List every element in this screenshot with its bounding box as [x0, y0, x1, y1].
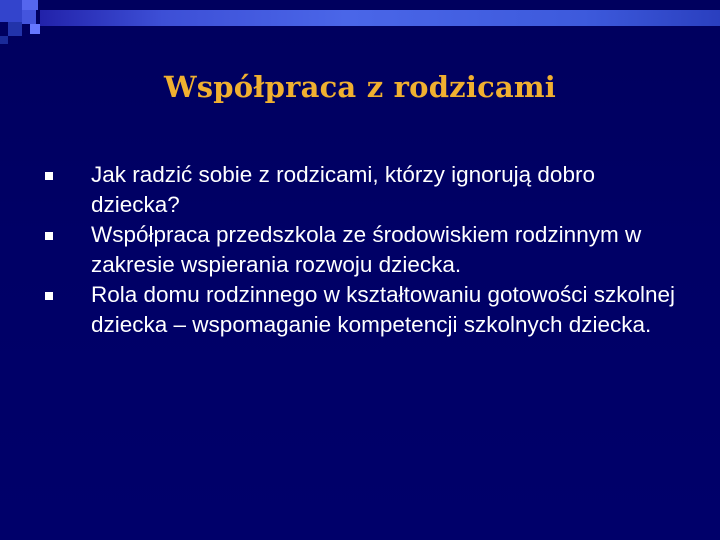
bullet-list — [0, 160, 720, 340]
slide-title: Współpraca z rodzicami — [163, 70, 557, 104]
square-bullet-icon — [45, 172, 53, 180]
bullet-item — [0, 280, 720, 340]
bullet-item — [0, 160, 720, 220]
header-band — [40, 10, 720, 26]
decorative-square — [30, 24, 40, 34]
square-bullet-icon — [45, 292, 53, 300]
decorative-square — [8, 22, 22, 36]
bullet-text: Współpraca przedszkola ze środowiskiem rodzinnym w zakresie wspierania rozwoju dziecka. — [91, 222, 642, 277]
decorative-square — [22, 0, 38, 10]
bullet-text: Jak radzić sobie z rodzicami, którzy ignorują dobro dziecka? — [91, 162, 595, 217]
decorative-square — [0, 36, 8, 44]
decorative-square — [22, 10, 36, 24]
square-bullet-icon — [45, 232, 53, 240]
bullet-item — [0, 220, 720, 280]
decorative-square — [0, 0, 22, 22]
bullet-text: Rola domu rodzinnego w kształtowaniu gotowości szkolnej dziecka – wspomaganie kompetencji szkolnych dziecka. — [91, 282, 676, 337]
